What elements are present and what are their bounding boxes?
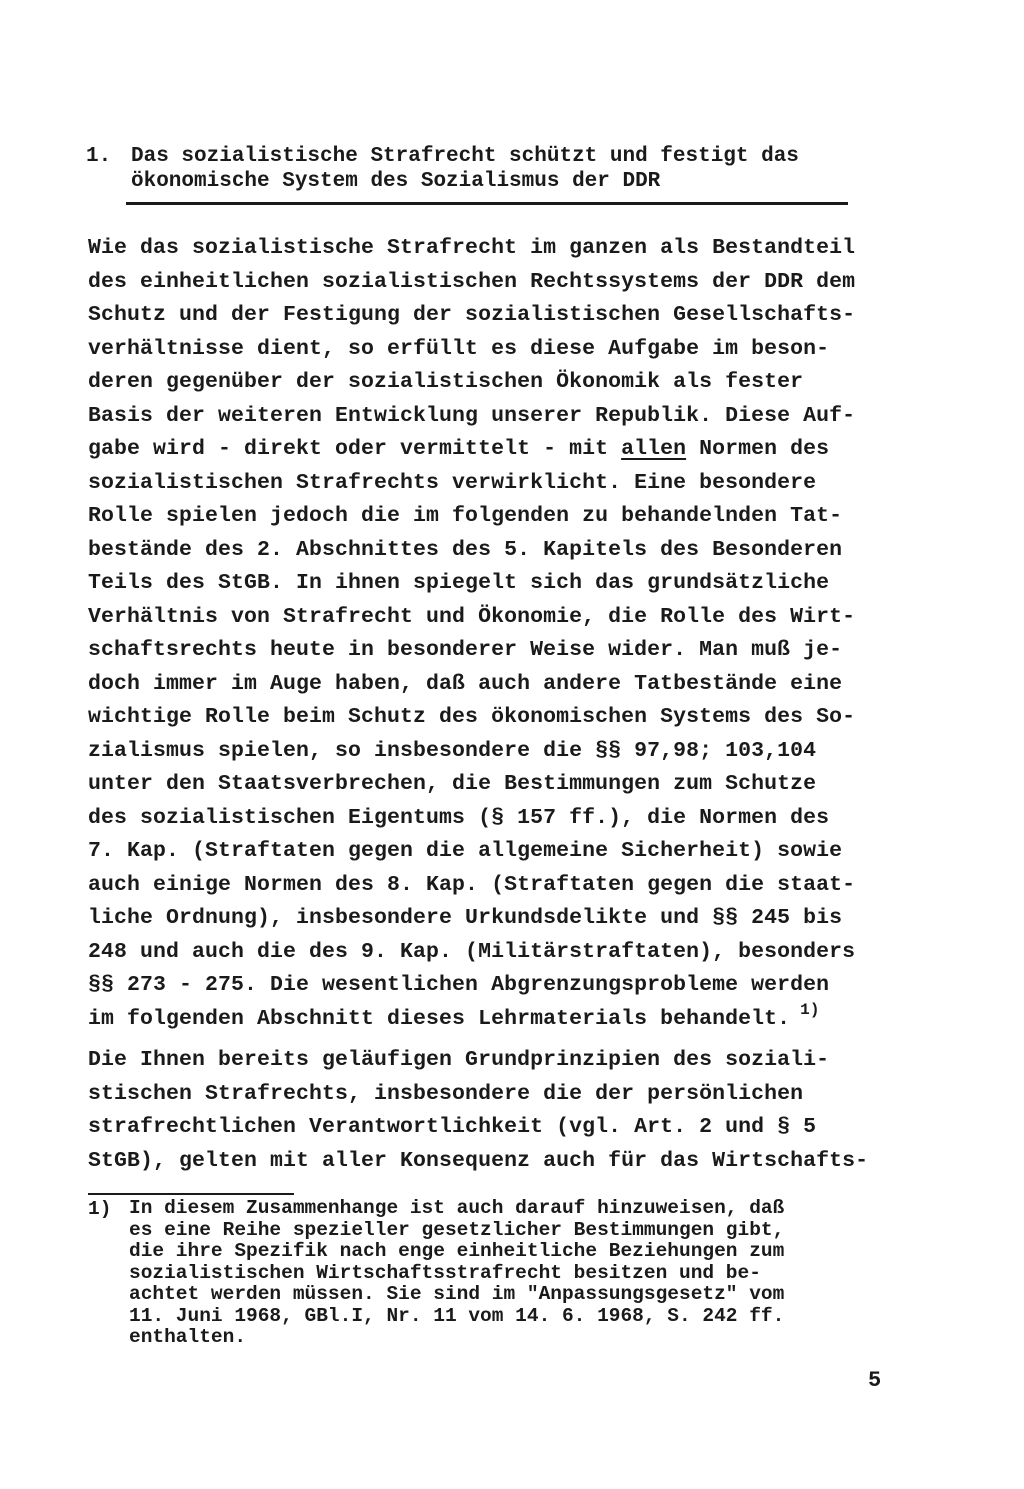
text-line: strafrechtlichen Verantwortlichkeit (vgl. Art. 2 und § 5 (88, 1115, 817, 1139)
footnote-reference: 1) (800, 1000, 820, 1019)
text-line: sozialistischen Strafrechts verwirklicht. Eine besondere (88, 470, 817, 495)
text-line: §§ 273 - 275. Die wesentlichen Abgrenzungsprobleme werden (88, 973, 830, 997)
text-line: verhältnisse dient, so erfüllt es diese Aufgabe im beson- (88, 336, 830, 361)
underlined-word: allen (621, 437, 687, 461)
text-line: des einheitlichen sozialistischen Rechtssystems der DDR dem (88, 269, 856, 294)
footnote-line: enthalten. (129, 1326, 247, 1348)
text-line: zialismus spielen, so insbesondere die §§ 97,98; 103,104 (88, 738, 817, 763)
footnote-line: die ihre Spezifik nach enge einheitliche Beziehungen zum (129, 1240, 785, 1262)
text-line: liche Ordnung), insbesondere Urkundsdelikte und §§ 245 bis (88, 906, 843, 930)
footnote-line: sozialistischen Wirtschaftsstrafrecht besitzen und be- (129, 1261, 761, 1284)
text-segment: im folgenden Abschnitt dieses Lehrmaterials behandelt. (88, 1006, 791, 1031)
text-line: Wie das sozialistische Strafrecht im ganzen als Bestandteil (88, 236, 856, 260)
footnote-line: achtet werden müssen. Sie sind im "Anpassungsgesetz" vom (129, 1283, 785, 1305)
text-line: Basis der weiteren Entwicklung unserer Republik. Diese Auf- (88, 403, 856, 428)
footnote-divider (88, 1193, 294, 1195)
text-segment: Normen des (686, 437, 830, 461)
footnote-line: In diesem Zusammenhange ist auch darauf hinzuweisen, daß (129, 1197, 785, 1219)
text-line: StGB), gelten mit aller Konsequenz auch für das Wirtschafts- (88, 1148, 869, 1173)
text-line: 248 und auch die des 9. Kap. (Militärstraftaten), besonders (88, 939, 856, 964)
text-line (88, 433, 918, 467)
footnote (88, 1198, 918, 1349)
text-line: auch einige Normen des 8. Kap. (Straftaten gegen die staat- (88, 872, 856, 897)
text-line: 7. Kap. (Straftaten gegen die allgemeine Sicherheit) sowie (88, 839, 843, 863)
heading-line: ökonomische System des Sozialismus der DDR (131, 170, 661, 193)
text-line: Rolle spielen jedoch die im folgenden zu behandelnden Tat- (88, 504, 843, 528)
section-number: 1. (86, 145, 112, 168)
text-line: schaftsrechts heute in besonderer Weise wider. Man muß je- (88, 638, 843, 662)
footnote-line: es eine Reihe spezieller gesetzlicher Bestimmungen gibt, (129, 1218, 785, 1241)
paragraph-1 (88, 232, 918, 1036)
text-segment: gabe wird - direkt oder vermittelt - mit (88, 437, 622, 461)
heading-underline (126, 202, 848, 205)
page-number: 5 (868, 1368, 882, 1393)
footnote-line: 11. Juni 1968, GBl.I, Nr. 11 vom 14. 6. 1968, S. 242 ff. (129, 1304, 785, 1327)
footnote-mark: 1) (88, 1198, 112, 1220)
text-line: stischen Strafrechts, insbesondere die der persönlichen (88, 1081, 804, 1106)
text-line: wichtige Rolle beim Schutz des ökonomischen Systems des So- (88, 705, 856, 729)
text-line: des sozialistischen Eigentums (§ 157 ff.), die Normen des (88, 805, 830, 830)
text-line: Verhältnis von Strafrecht und Ökonomie, die Rolle des Wirt- (88, 604, 856, 629)
text-line: Die Ihnen bereits geläufigen Grundprinzipien des soziali- (88, 1048, 830, 1072)
text-line: deren gegenüber der sozialistischen Ökonomik als fester (88, 370, 804, 394)
heading-line: Das sozialistische Strafrecht schützt und festigt das (131, 145, 799, 168)
text-line: unter den Staatsverbrechen, die Bestimmungen zum Schutze (88, 772, 817, 796)
text-line (88, 1000, 918, 1037)
text-line: Teils des StGB. In ihnen spiegelt sich das grundsätzliche (88, 571, 830, 595)
text-line: Schutz und der Festigung der sozialistischen Gesellschafts- (88, 303, 856, 327)
text-line: doch immer im Auge haben, daß auch andere Tatbestände eine (88, 671, 843, 696)
paragraph-2 (88, 1044, 918, 1178)
section-heading (86, 144, 886, 194)
text-line: bestände des 2. Abschnittes des 5. Kapitels des Besonderen (88, 537, 843, 562)
